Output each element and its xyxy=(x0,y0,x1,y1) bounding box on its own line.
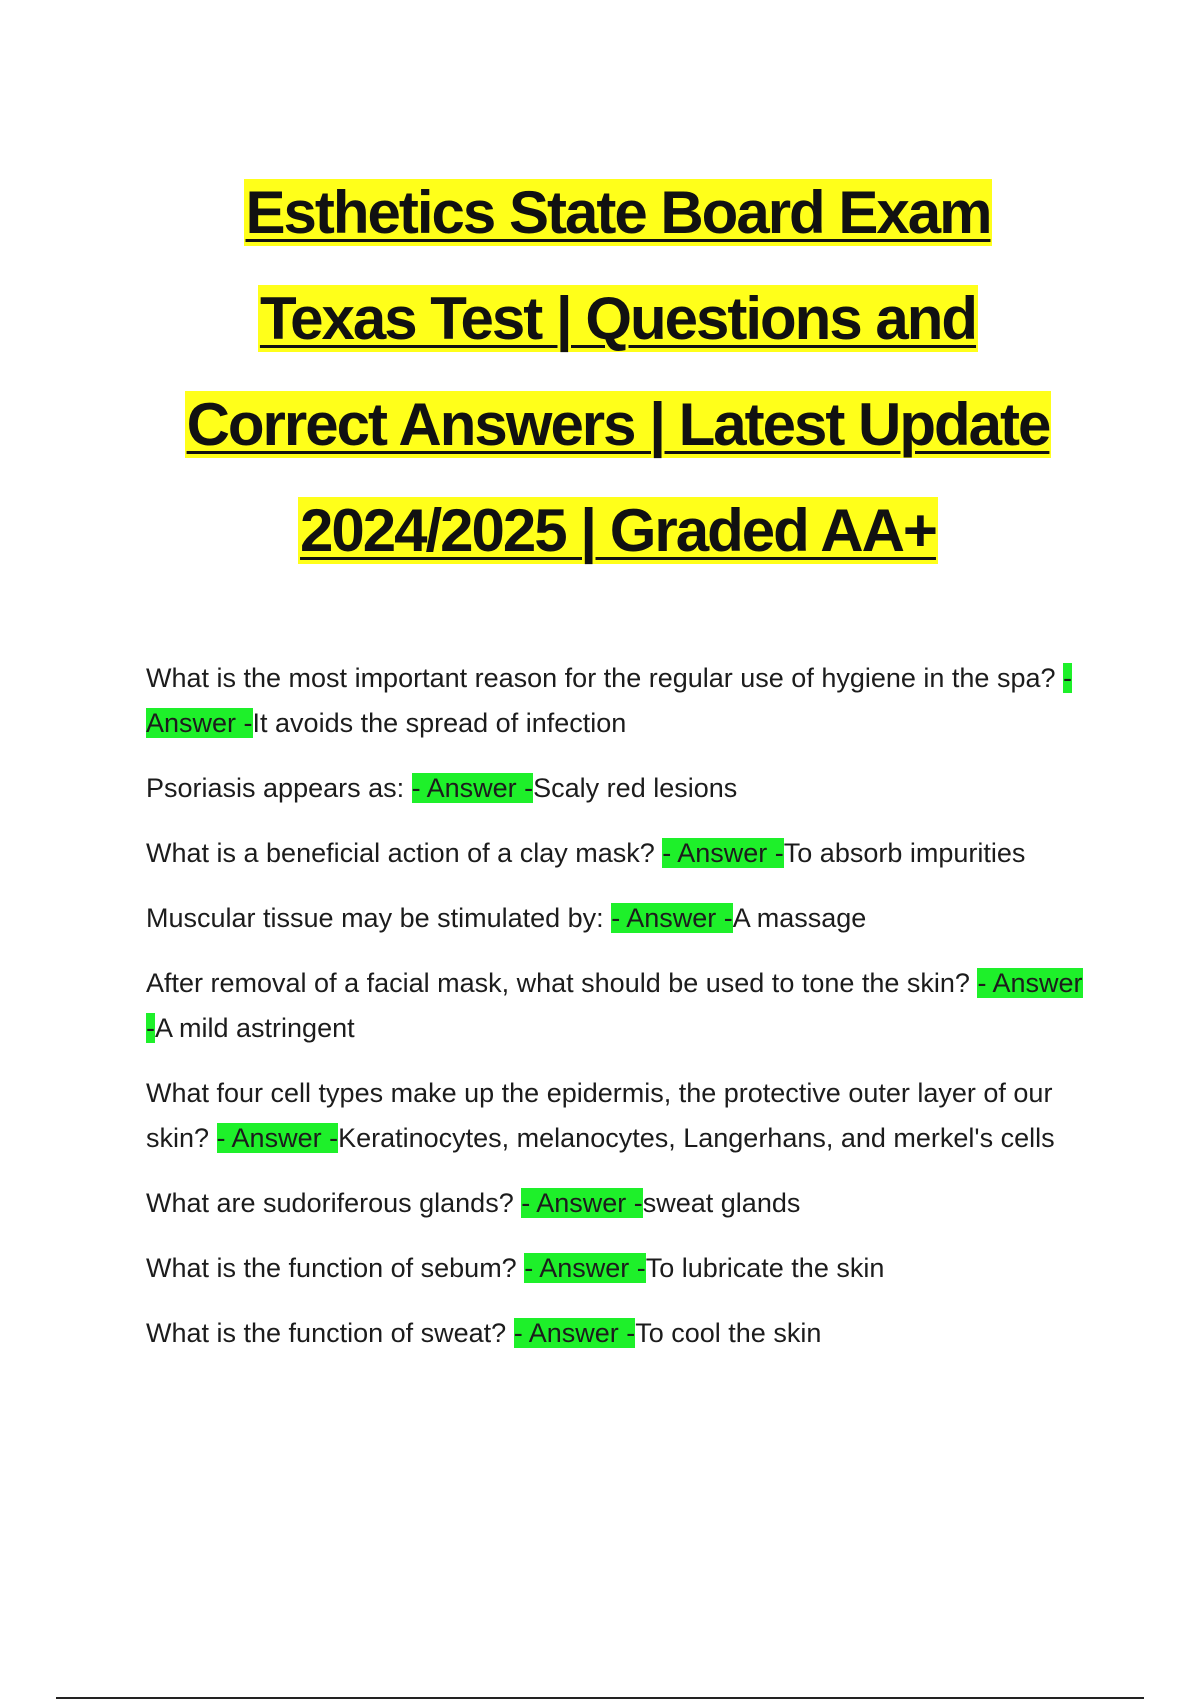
question-text: What are sudoriferous glands? xyxy=(146,1188,522,1218)
answer-text: To lubricate the skin xyxy=(645,1253,885,1283)
answer-tag: - Answer - xyxy=(216,1123,339,1153)
qa-list xyxy=(146,656,1092,1376)
answer-tag: - Answer - xyxy=(662,838,784,868)
qa-item xyxy=(146,1246,1092,1291)
title-line xyxy=(0,372,1200,478)
title-line xyxy=(0,266,1200,372)
title-line xyxy=(0,160,1200,266)
answer-tag: - Answer - xyxy=(521,1188,643,1218)
answer-text: To absorb impurities xyxy=(783,838,1026,868)
qa-item xyxy=(146,1071,1092,1161)
question-text: Psoriasis appears as: xyxy=(146,773,412,803)
answer-tag: - Answer - xyxy=(146,663,1072,738)
footer-divider xyxy=(56,1697,1144,1699)
title-text: Texas Test | Questions and xyxy=(259,285,977,352)
answer-text: sweat glands xyxy=(642,1188,801,1218)
answer-tag: - Answer - xyxy=(411,773,534,803)
answer-tag: - Answer - xyxy=(524,1253,646,1283)
answer-tag: - Answer - xyxy=(611,903,733,933)
qa-item xyxy=(146,656,1092,746)
qa-item xyxy=(146,1181,1092,1226)
answer-text: Scaly red lesions xyxy=(533,773,738,803)
answer-tag: - Answer - xyxy=(513,1318,636,1348)
answer-text: To cool the skin xyxy=(635,1318,822,1348)
title-text: Correct Answers | Latest Update xyxy=(186,391,1050,458)
question-text: What is a beneficial action of a clay mask? xyxy=(146,838,663,868)
answer-text: Keratinocytes, melanocytes, Langerhans, and merkel's cells xyxy=(338,1123,1055,1153)
title-text: Esthetics State Board Exam xyxy=(245,179,991,246)
qa-item xyxy=(146,961,1092,1051)
title-text: 2024/2025 | Graded AA+ xyxy=(300,497,936,564)
answer-text: A mild astringent xyxy=(155,1013,355,1043)
qa-item xyxy=(146,766,1092,811)
qa-item xyxy=(146,1311,1092,1356)
answer-text: A massage xyxy=(732,903,867,933)
answer-text: It avoids the spread of infection xyxy=(252,708,627,738)
qa-item xyxy=(146,896,1092,941)
title-line xyxy=(0,478,1200,584)
question-text: Muscular tissue may be stimulated by: xyxy=(146,903,612,933)
question-text: What four cell types make up the epidermis, the protective outer layer of our skin? xyxy=(146,1078,1053,1153)
qa-item xyxy=(146,831,1092,876)
question-text: After removal of a facial mask, what should be used to tone the skin? xyxy=(146,968,978,998)
answer-tag: - Answer - xyxy=(146,968,1083,1043)
document-title xyxy=(0,160,1200,584)
question-text: What is the most important reason for the regular use of hygiene in the spa? xyxy=(146,663,1063,693)
question-text: What is the function of sweat? xyxy=(146,1318,514,1348)
question-text: What is the function of sebum? xyxy=(146,1253,525,1283)
